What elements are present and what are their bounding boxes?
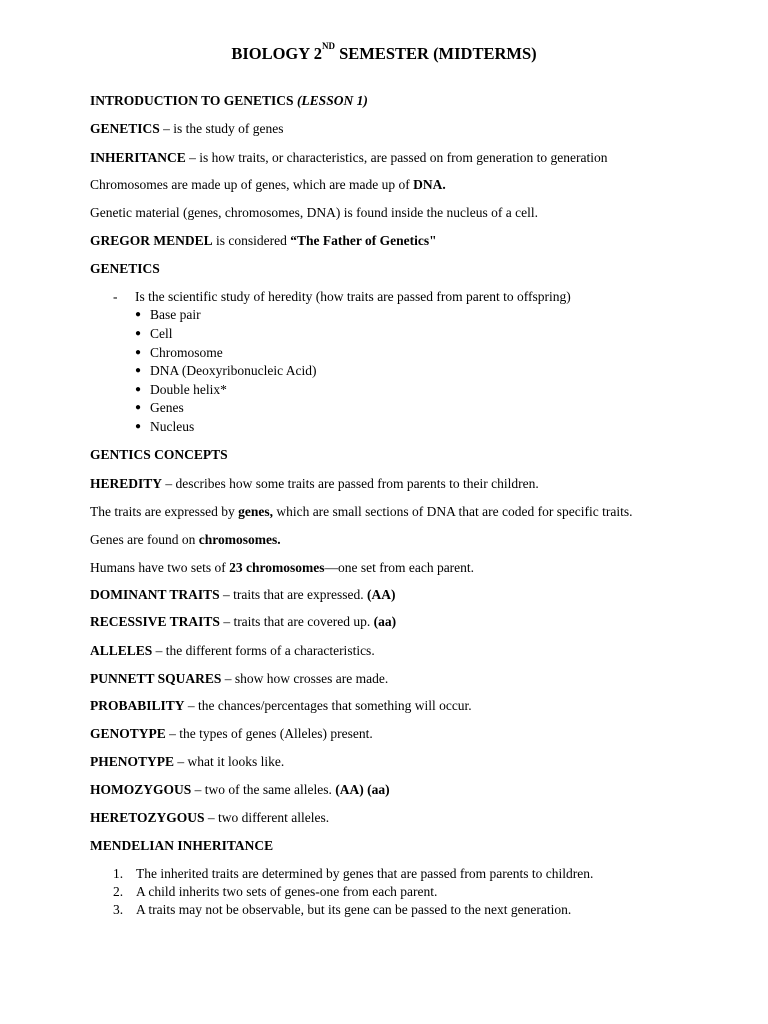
alleles-definition: ALLELES – the different forms of a characteristics. — [90, 643, 375, 658]
heterozygous-definition: HERETOZYGOUS – two different alleles. — [90, 810, 330, 825]
genetics-definition: GENETICS – is the study of genes — [90, 121, 284, 136]
genes-found-line: Genes are found on chromosomes. — [90, 532, 281, 547]
list-item: Base pair — [150, 307, 201, 322]
bullet-icon: ● — [135, 384, 142, 395]
chromosomes-line: Chromosomes are made up of genes, which are made up of DNA. — [90, 177, 446, 192]
list-number: 3. — [113, 902, 124, 917]
list-item: A child inherits two sets of genes-one from each parent. — [136, 884, 438, 899]
genotype-definition: GENOTYPE – the types of genes (Alleles) present. — [90, 726, 373, 741]
lesson-label: (LESSON 1) — [296, 93, 368, 108]
probability-definition: PROBABILITY – the chances/percentages that something will occur. — [90, 698, 472, 713]
intro-heading: INTRODUCTION TO GENETICS (LESSON 1) — [90, 93, 368, 108]
recessive-definition: RECESSIVE TRAITS – traits that are covered up. (aa) — [90, 614, 397, 629]
list-item: Genes — [150, 400, 184, 415]
phenotype-definition: PHENOTYPE – what it looks like. — [90, 754, 285, 769]
dominant-definition: DOMINANT TRAITS – traits that are expressed. (AA) — [90, 587, 396, 602]
bullet-icon: ● — [135, 365, 142, 376]
list-item: The inherited traits are determined by genes that are passed from parents to children. — [136, 866, 594, 881]
list-number: 1. — [113, 866, 124, 881]
concepts-heading: GENTICS CONCEPTS — [90, 447, 228, 462]
mendel-line: GREGOR MENDEL is considered “The Father of Genetics" — [90, 233, 437, 248]
list-item: Nucleus — [150, 419, 195, 434]
dash-text: Is the scientific study of heredity (how traits are passed from parent to offspring) — [135, 289, 571, 304]
humans-line: Humans have two sets of 23 chromosomes—one set from each parent. — [90, 560, 475, 575]
mendelian-heading: MENDELIAN INHERITANCE — [90, 838, 274, 853]
list-item: Chromosome — [150, 345, 223, 360]
bullet-icon: ● — [135, 328, 142, 339]
heredity-definition: HEREDITY – describes how some traits are passed from parents to their children. — [90, 476, 539, 491]
list-item: DNA (Deoxyribonucleic Acid) — [150, 363, 317, 378]
genetic-material-line: Genetic material (genes, chromosomes, DNA) is found inside the nucleus of a cell. — [90, 205, 538, 220]
bullet-icon: ● — [135, 402, 142, 413]
list-item: Cell — [150, 326, 173, 341]
homozygous-definition: HOMOZYGOUS – two of the same alleles. (AA) (aa) — [90, 782, 390, 797]
traits-line: The traits are expressed by genes, which are small sections of DNA that are coded for specific traits. — [90, 504, 633, 519]
inheritance-definition: INHERITANCE – is how traits, or characteristics, are passed on from generation to generation — [90, 150, 608, 165]
page-title: BIOLOGY 2ND SEMESTER (MIDTERMS) — [231, 41, 537, 63]
bullet-icon: ● — [135, 347, 142, 358]
punnett-definition: PUNNETT SQUARES – show how crosses are made. — [90, 671, 389, 686]
list-number: 2. — [113, 884, 124, 899]
bullet-icon: ● — [135, 421, 142, 432]
title-superscript: ND — [321, 41, 335, 51]
genetics-heading: GENETICS — [90, 261, 160, 276]
list-item: Double helix* — [150, 382, 227, 397]
bullet-icon: ● — [135, 309, 142, 320]
list-item: A traits may not be observable, but its gene can be passed to the next generation. — [136, 902, 572, 917]
dash-marker: - — [113, 289, 118, 304]
